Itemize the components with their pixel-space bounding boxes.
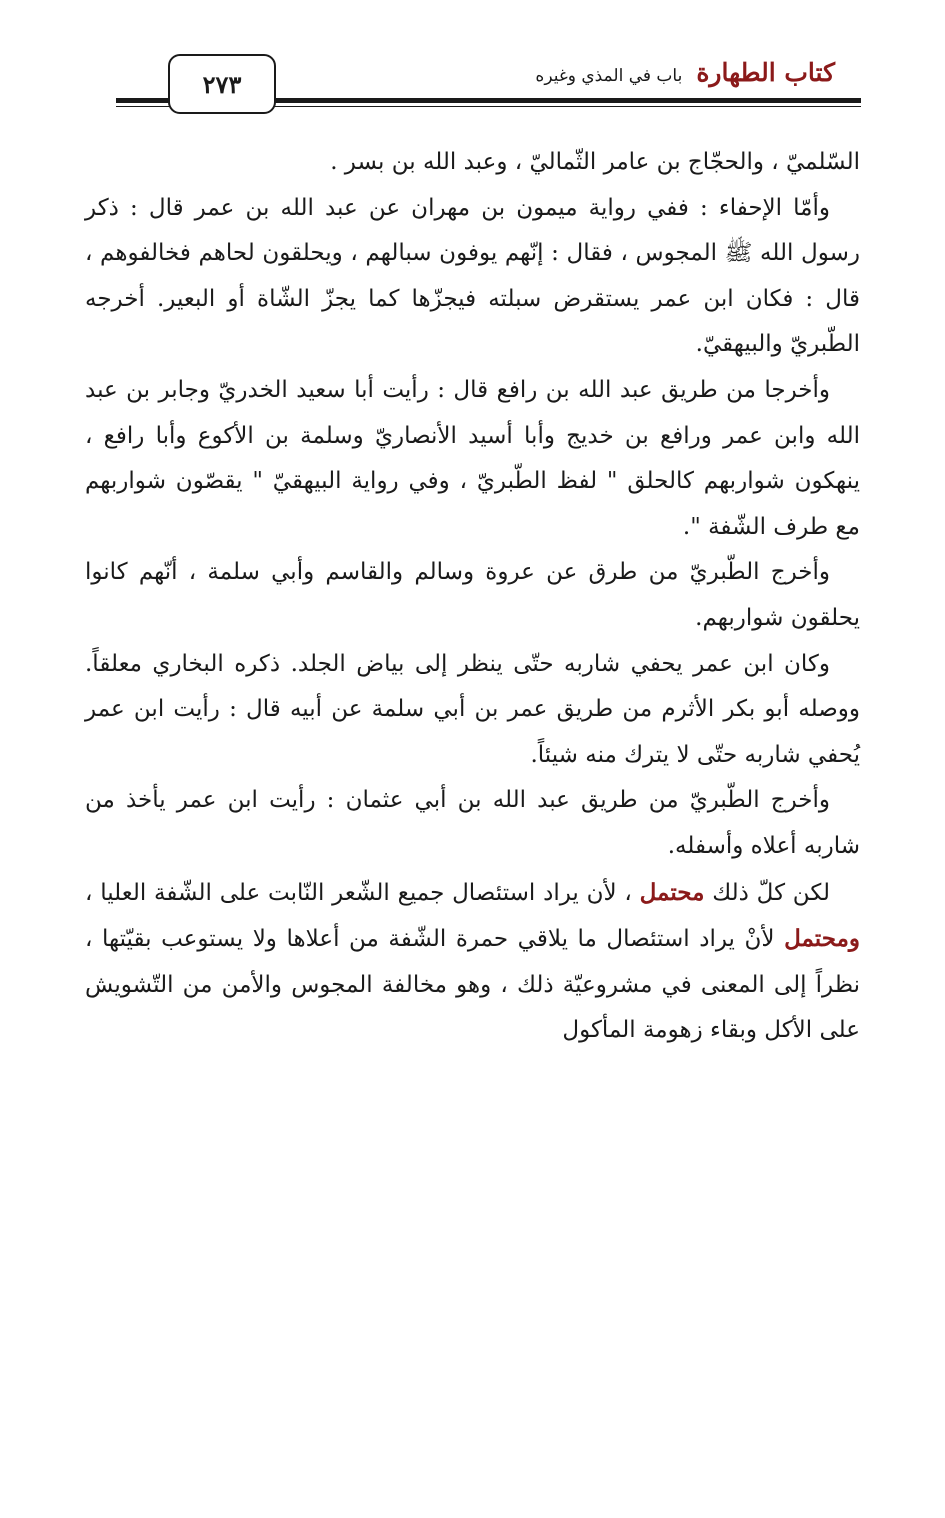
- page-header: [0, 0, 945, 120]
- paragraph-7: [85, 870, 860, 1054]
- page-number-box: [168, 54, 276, 114]
- page-number: ٢٧٣: [202, 69, 242, 99]
- chapter-title: باب في المذي وغيره: [535, 66, 683, 86]
- book-title: كتاب الطهارة: [696, 58, 835, 87]
- running-title: [535, 58, 835, 87]
- highlighted-term-1: محتمل: [639, 878, 705, 906]
- page-body: [85, 140, 860, 1054]
- paragraph-7-part1: لكن كلّ ذلك: [712, 879, 831, 906]
- paragraph-4: وأخرج الطّبريّ من طرق عن عروة وسالم والقاسم وأبي سلمة ، أنّهم كانوا يحلقون شواربهم.: [85, 559, 860, 631]
- paragraph-6: وأخرج الطّبريّ من طريق عبد الله بن أبي عثمان : رأيت ابن عمر يأخذ من شاربه أعلاه وأسفله.: [85, 787, 860, 859]
- paragraph-3: وأخرجا من طريق عبد الله بن رافع قال : رأيت أبا سعيد الخدريّ وجابر بن عبد الله وابن عمر ورافع بن خديج وأبا أسيد الأنصاريّ وسلمة بن الأكوع وأبا رافع ، ينهكون شواربهم كالحلق " لفظ الطّبريّ ، وفي رواية البيهقيّ " يقصّون شواربهم مع طرف الشّفة ".: [85, 376, 860, 540]
- paragraph-1: السّلميّ ، والحجّاج بن عامر الثّماليّ ، وعبد الله بن بسر .: [330, 149, 860, 175]
- paragraph-5: وكان ابن عمر يحفي شاربه حتّى ينظر إلى بياض الجلد. ذكره البخاري معلقاً. ووصله أبو بكر الأثرم من طريق عمر بن أبي سلمة عن أبيه قال : رأيت ابن عمر يُحفي شاربه حتّى لا يترك منه شيئاً.: [85, 650, 860, 768]
- paragraph-2: وأمّا الإحفاء : ففي رواية ميمون بن مهران عن عبد الله بن عمر قال : ذكر رسول الله ﷺ المجوس ، فقال : إنّهم يوفون سبالهم ، ويحلقون لحاهم فخالفوهم ، قال : فكان ابن عمر يستقرض سبلته فيجزّها كما يجزّ الشّاة أو البعير. أخرجه الطّبريّ والبيهقيّ.: [85, 194, 860, 358]
- paragraph-7-part2: ، لأن يراد استئصال جميع الشّعر النّابت على الشّفة العليا ،: [85, 879, 632, 906]
- highlighted-term-2: ومحتمل: [784, 925, 861, 953]
- paragraph-7-part3: لأنْ يراد استئصال ما يلاقي حمرة الشّفة من أعلاها ولا يستوعب بقيّتها ، نظراً إلى المعنى في مشروعيّة ذلك ، وهو مخالفة المجوس والأمن من التّشويش على الأكل وبقاء زهومة المأكول: [85, 926, 860, 1044]
